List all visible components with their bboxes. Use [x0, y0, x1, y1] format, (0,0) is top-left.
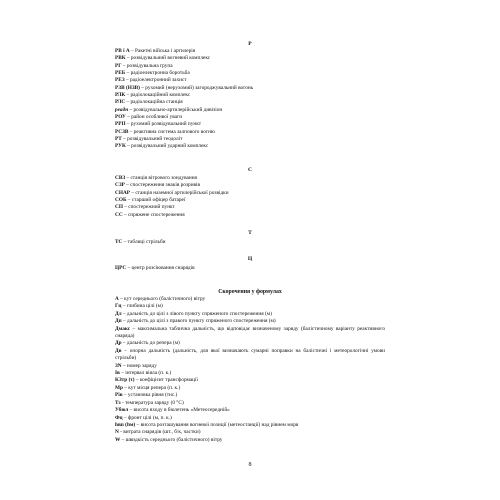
section-letter-ts: Ц — [247, 256, 253, 262]
section-letter-s: С — [247, 167, 253, 173]
list-item: Рів – установка рівня (тис.) — [115, 392, 178, 399]
list-item: Убюл – висота входу в бюлетень «Метеосередній» — [115, 407, 230, 414]
formulas-title: Скорочення у формулах — [218, 289, 282, 295]
page-number: 8 — [248, 462, 252, 468]
list-item: РЗВ (НЗВ) – рухомий (нерухомий) загороджувальний вогонь — [115, 84, 254, 91]
list-item: Др – дальність до репера (м) — [115, 340, 180, 347]
list-item: Дл – дальність до цілі з лівого пункту спряженого спостереження (м) — [115, 310, 272, 317]
list-item: РТ – розвідувальний теодоліт — [115, 136, 183, 143]
list-item: СОБ – старший офіцер батареї — [115, 197, 186, 204]
list-item: РГ – розвідувальна група — [115, 62, 173, 69]
list-item: ЗN – номер заряду — [115, 362, 157, 369]
list-item: N - витрата снарядів (шт., б/к, частки) — [115, 429, 201, 436]
list-item: СВЗ – станція вітрового зондування — [115, 175, 197, 181]
list-item: Дмакс – максимальна таблична дальність, що відповідає визначеному заряду (балістичному варіанту реактивного снаряда) — [115, 325, 385, 340]
list-item: РВК – розвідувальний вогневий комплекс — [115, 55, 211, 62]
list-item: СНАР – станція наземної артилерійської розвідки — [115, 189, 229, 196]
list-item: РУК – розвідувальний ударний комплекс — [115, 143, 209, 150]
list-item: КЗтр (τ) – коефіцієнт трансформації — [115, 377, 198, 384]
list-item: Фц – фронт цілі (м, п. к.) — [115, 414, 172, 421]
list-item: W – швидкість середнього (балістичного) вітру — [115, 436, 223, 443]
list-item: Ів – інтервал віяла (п. к.) — [115, 370, 172, 377]
list-item: Тз - температура заряду (0 °С) — [115, 399, 184, 406]
list-item: СП – спостережний пункт — [115, 204, 175, 211]
list-item: СЗР – спостереження знаків розривів — [115, 182, 201, 189]
list-item: А – кут середнього (балістичного) вітру — [115, 296, 206, 302]
list-item: РЛК – радіолокаційний комплекс — [115, 92, 191, 99]
list-item: РОУ – район особливої уваги — [115, 114, 183, 121]
formulas-list — [115, 296, 385, 444]
list-item: hвп (hм) – висота розташування вогневої позиції (метеостанції) над рівнем моря — [115, 421, 299, 428]
section-t-list — [115, 239, 385, 246]
list-item: Дв – опорна дальність (дальність, для якої визначають сумарні поправки на балістичні і метеорологічні умови стрільби) — [115, 347, 385, 362]
list-item: РРП – рухомий розвідувальний пункт — [115, 121, 202, 128]
list-item: СС – спряжене спостереження — [115, 211, 185, 218]
section-r-list — [115, 48, 385, 151]
list-item: Дп – дальність до цілі з правого пункту спряженого спостереження (м) — [115, 318, 276, 325]
section-letter-r: Р — [248, 41, 252, 47]
list-item: РЛС – радіолокаційна станція — [115, 99, 183, 106]
list-item: РСЗВ – реактивна система залпового вогню — [115, 128, 215, 135]
list-item: реадн – розвідувально-артилерійський дивізіон — [115, 106, 223, 113]
list-item: РВ і А – Ракетні війська і артилерія — [115, 48, 196, 54]
list-item: ТС – таблиці стрільби — [115, 239, 166, 245]
list-item: РЕБ – радіоелектронна боротьба — [115, 70, 190, 77]
section-s-list — [115, 175, 385, 219]
list-item: ЦРС – центр розсіювання снарядів — [115, 265, 195, 271]
list-item: Мр – кут місця репера (п. к.) — [115, 384, 181, 391]
section-letter-t: Т — [248, 230, 252, 236]
list-item: Гц – глибина цілі (м) — [115, 303, 163, 310]
list-item: РЕЗ – радіоелектронний захист — [115, 77, 187, 84]
section-ts-list — [115, 265, 385, 272]
